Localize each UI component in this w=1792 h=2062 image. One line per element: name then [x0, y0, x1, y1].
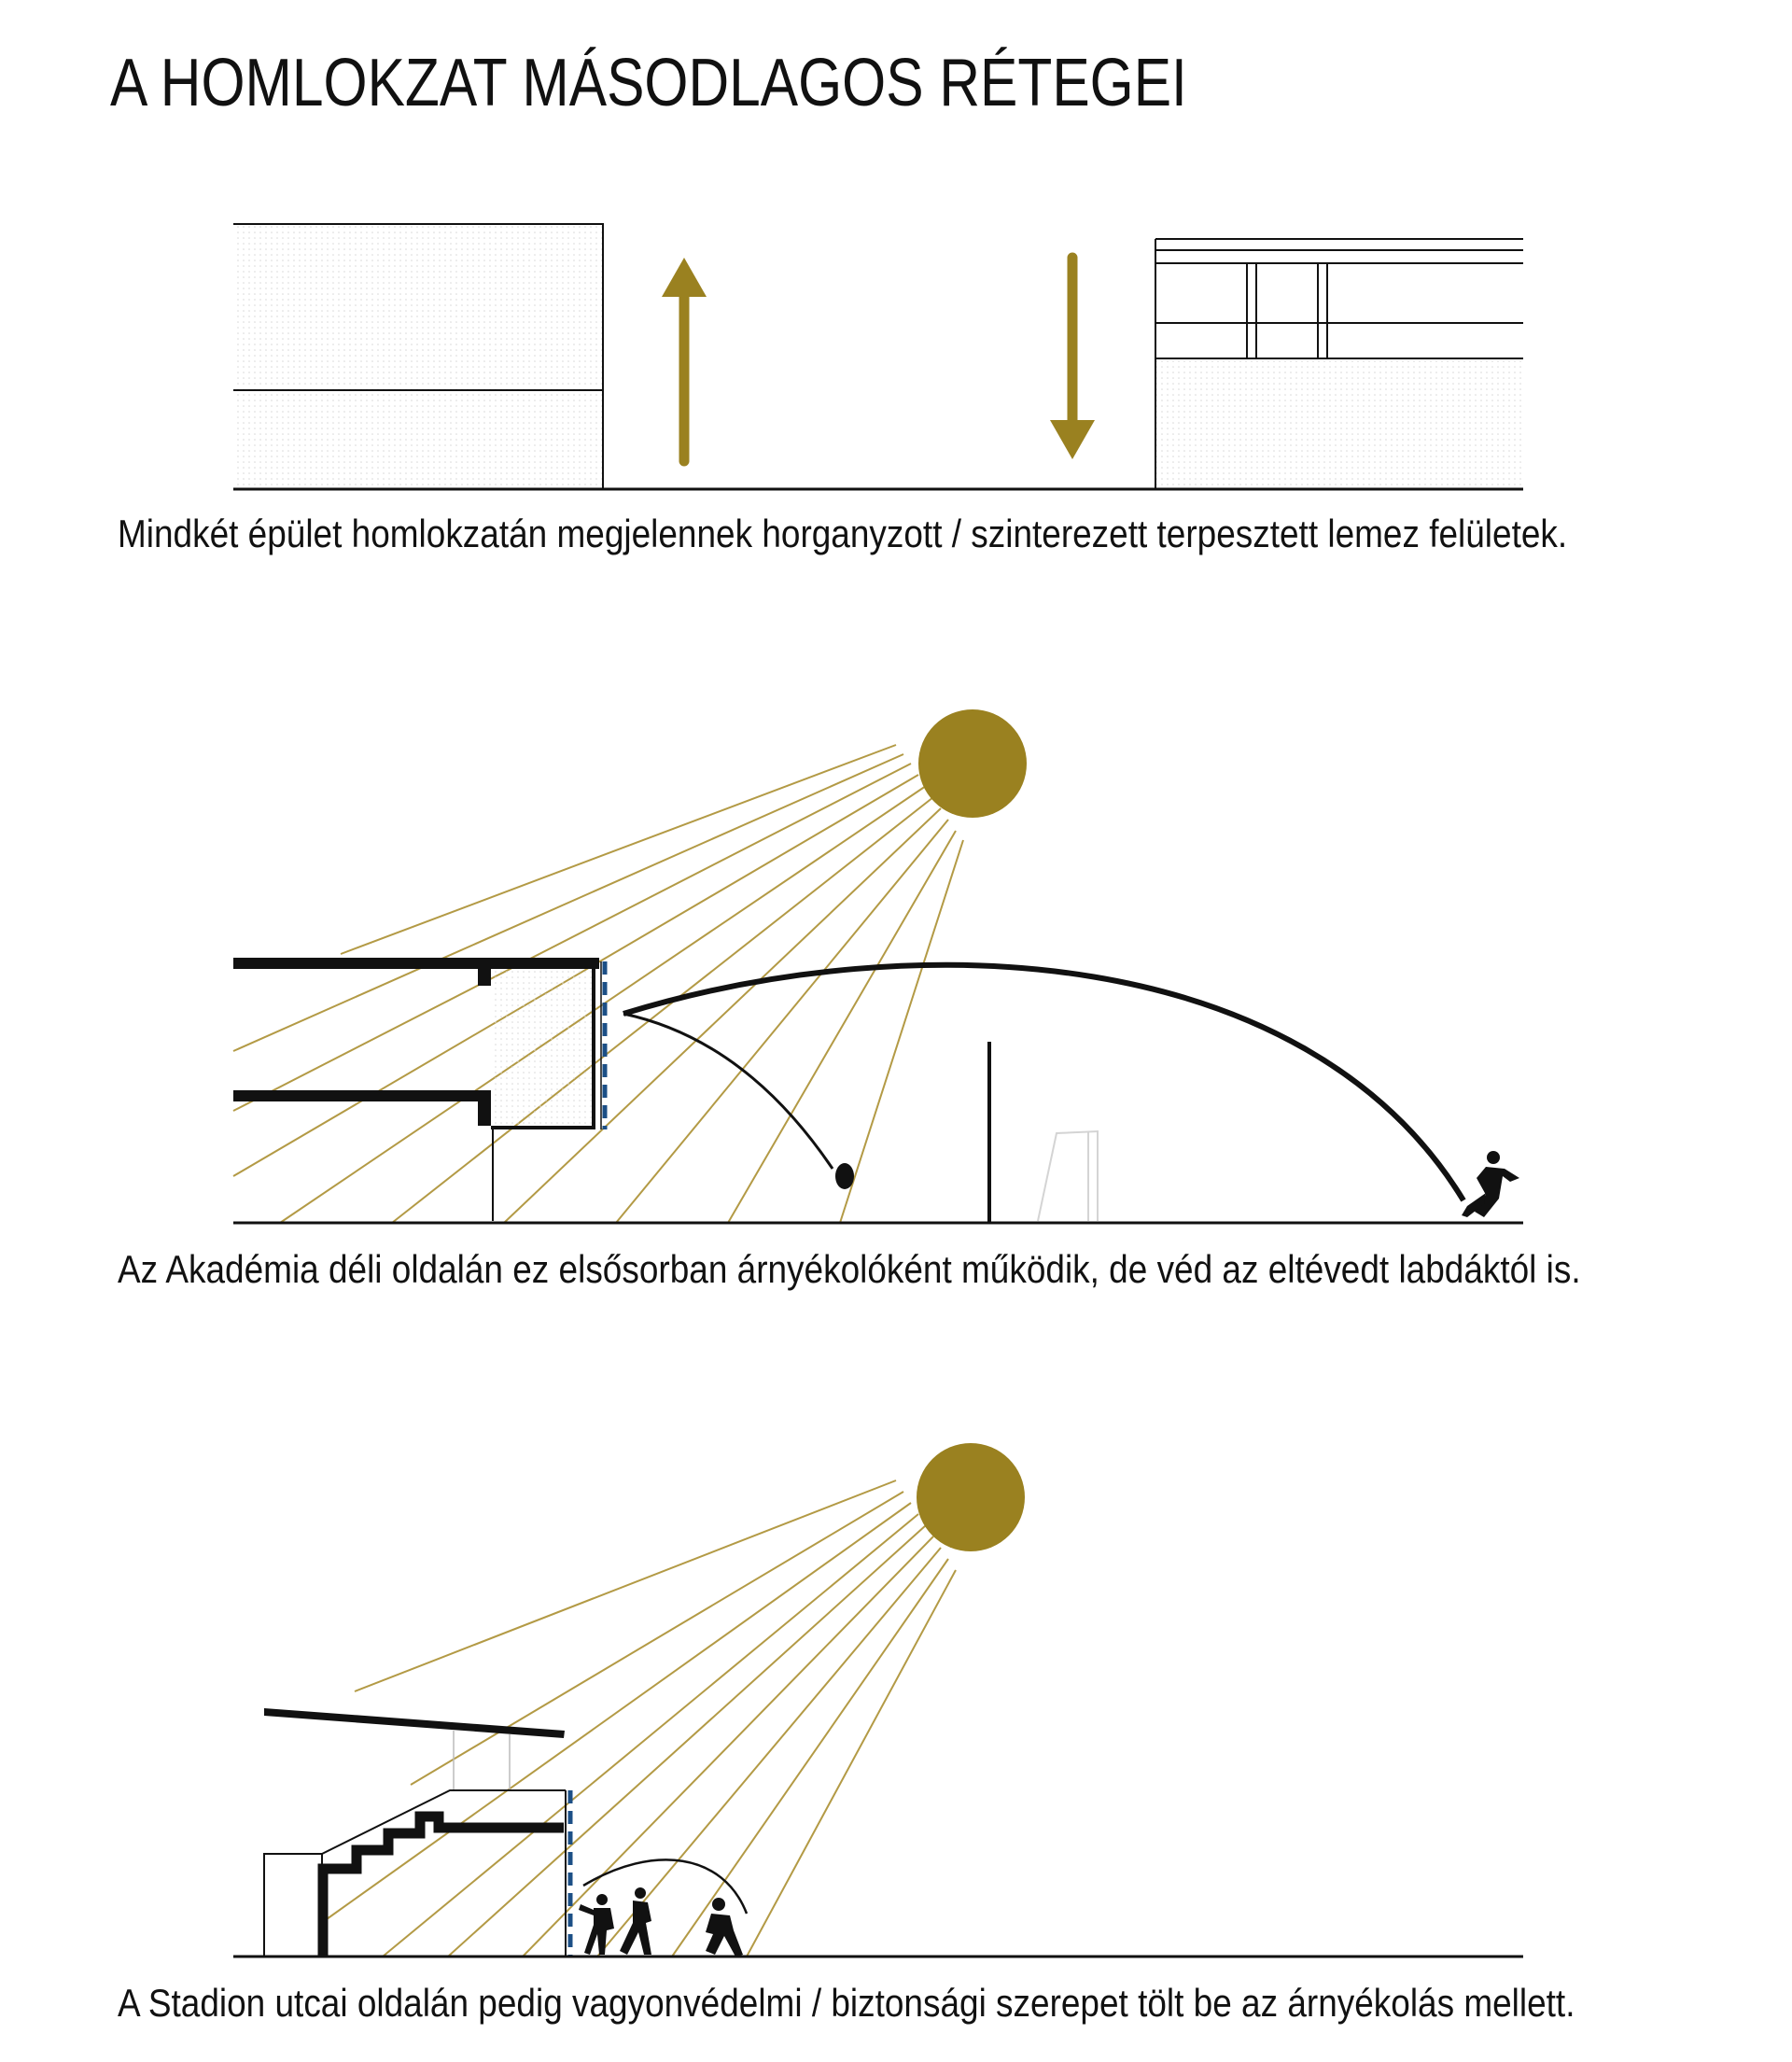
player-icon	[1462, 1151, 1519, 1217]
ball-icon	[835, 1163, 854, 1189]
right-building	[1155, 239, 1523, 489]
sun-rays	[233, 745, 963, 1223]
sun-icon	[917, 1443, 1025, 1551]
academy-section	[233, 961, 605, 1221]
player-icon	[706, 1898, 743, 1957]
player-icon	[579, 1894, 614, 1955]
up-arrow-icon	[662, 258, 707, 461]
down-arrow-icon	[1050, 258, 1095, 459]
caption-panel-3: A Stadion utcai oldalán pedig vagyonvédelmi / biztonsági szerepet tölt be az árnyékolás mellett.	[118, 1981, 1575, 2025]
page-title: A HOMLOKZAT MÁSODLAGOS RÉTEGEI	[110, 46, 1187, 120]
left-building	[233, 224, 603, 489]
sun-icon	[918, 709, 1027, 818]
ball-trajectory	[623, 965, 1463, 1200]
sun-rays	[327, 1480, 956, 1957]
goal-icon	[1038, 1131, 1098, 1221]
caption-panel-1: Mindkét épület homlokzatán megjelennek horganyzott / szinterezett terpesztett lemez felületek.	[118, 512, 1568, 555]
panel-stadium	[233, 1443, 1523, 1957]
stadium-section	[264, 1708, 570, 1957]
panel-academy	[233, 709, 1523, 1223]
panel-facade-layers	[233, 224, 1523, 489]
caption-panel-2: Az Akadémia déli oldalán ez elsősorban árnyékolóként működik, de véd az eltévedt labdáktól is.	[118, 1247, 1581, 1291]
